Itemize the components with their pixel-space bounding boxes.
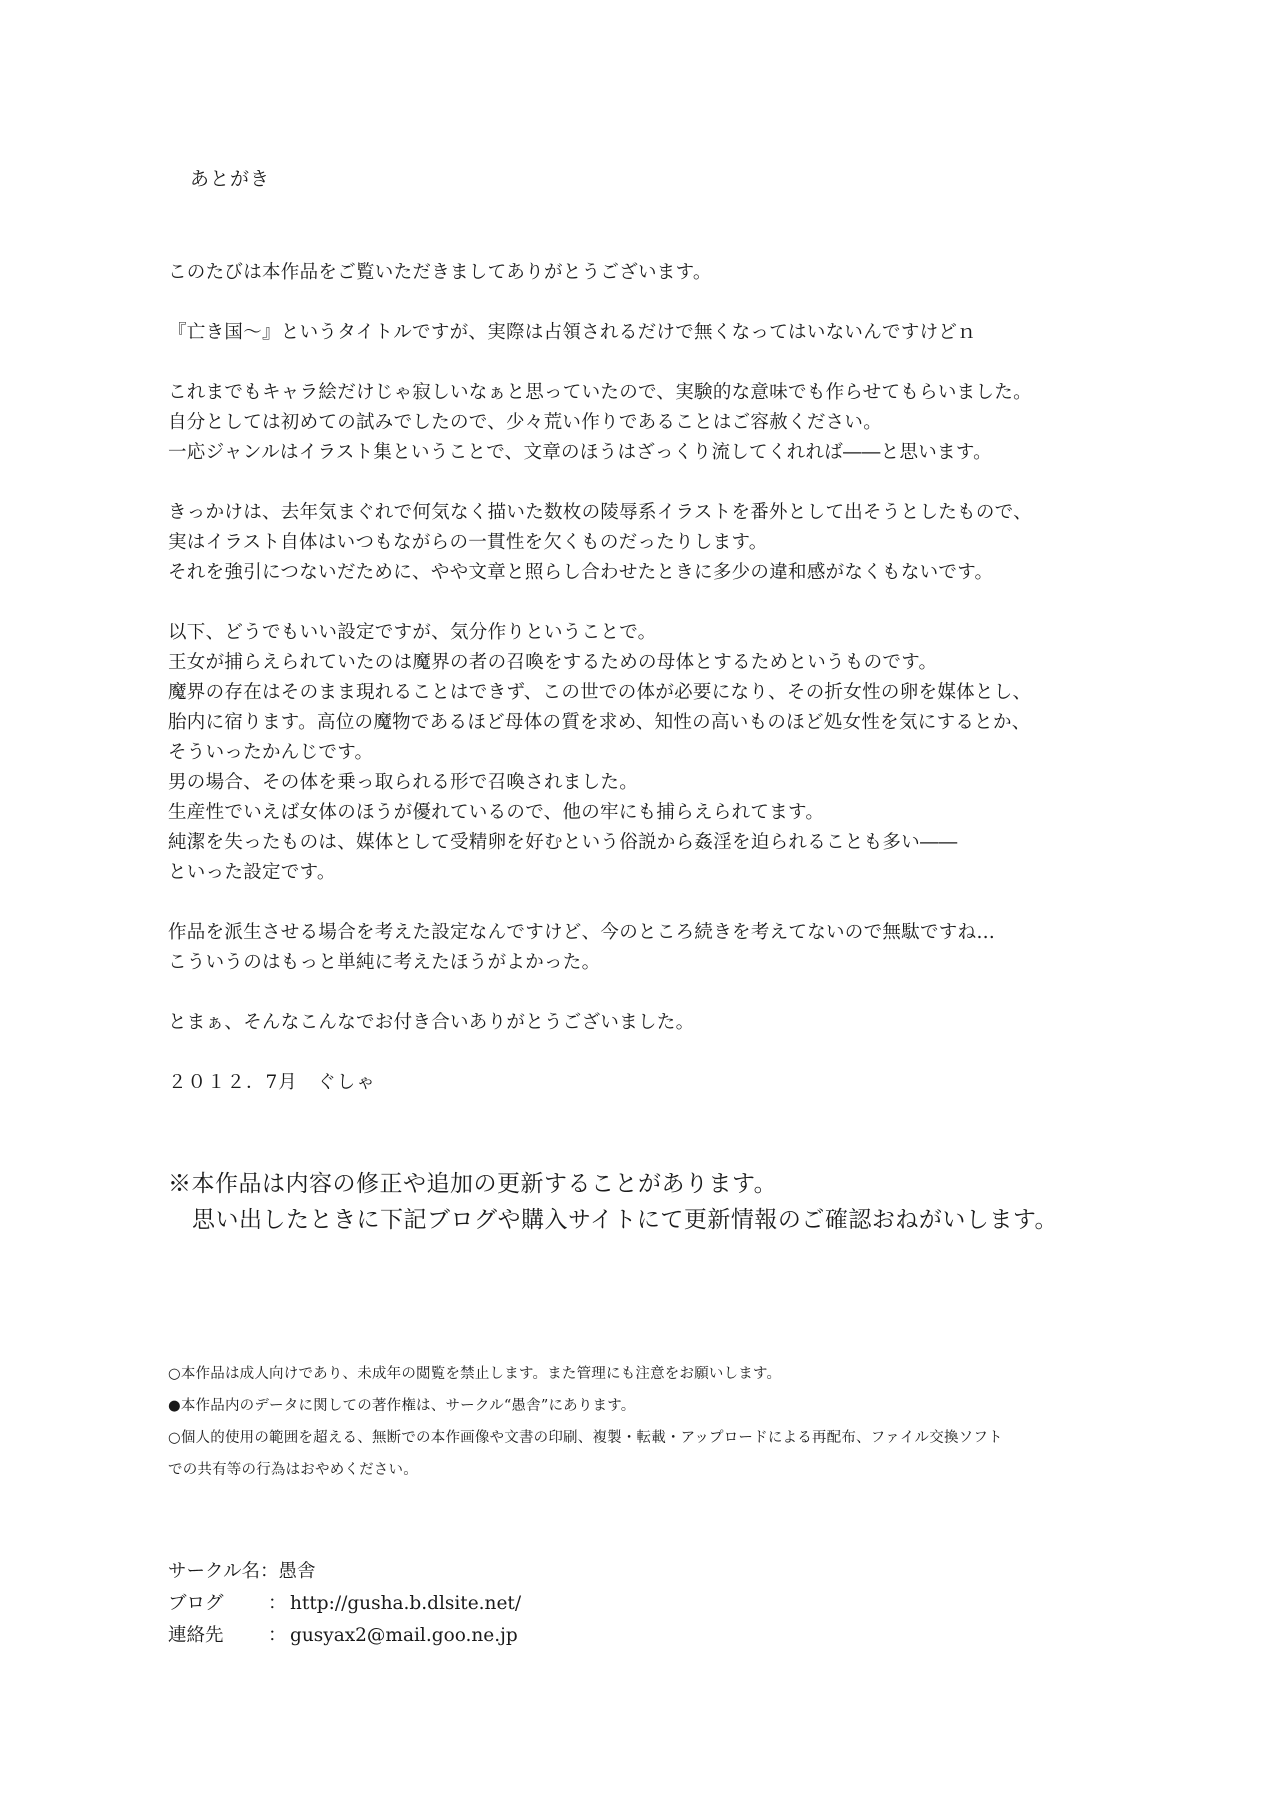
text-line: 胎内に宿ります。高位の魔物であるほど母体の質を求め、知性の高いものほど処女性を気にするとか、 [168,712,1031,733]
terms-line: での共有等の行為はおやめください。 [168,1462,418,1478]
paragraph-6 [168,918,1168,978]
text-line: こういうのはもっと単純に考えたほうがよかった。 [168,952,601,973]
blog-label: ブログ [168,1593,224,1614]
page-heading: あとがき [190,168,271,190]
text-line: 魔界の存在はそのまま現れることはできず、この世での体が必要になり、その折女性の卵を媒体とし、 [168,682,1032,703]
contact-label: 連絡先 [168,1625,224,1646]
text-line: 実はイラスト自体はいつもながらの一貫性を欠くものだったりします。 [168,532,768,553]
circle-name-row [168,1556,868,1588]
notice-line-2: 思い出したときに下記ブログや購入サイトにて更新情報のご確認おねがいします。 [192,1207,1059,1233]
terms-of-use [168,1358,1188,1486]
paragraph-5 [168,618,1168,888]
text-line: そういったかんじです。 [168,742,374,763]
signature-date-author: ２０１２．7月 ぐしゃ [168,1072,376,1093]
text-line: 生産性でいえば女体のほうが優れているので、他の牢にも捕らえられてます。 [168,802,825,823]
contact-separator: ： [268,1625,287,1646]
circle-name-label: サークル名： [168,1561,279,1582]
terms-line: ●本作品内のデータに関しての著作権は、サークル“愚舎”にあります。 [168,1398,636,1414]
blog-url-link[interactable]: http://gusha.b.dlsite.net/ [290,1593,522,1614]
text-line: 作品を派生させる場合を考えた設定なんですけど、今のところ続きを考えてないので無駄ですね… [168,922,996,943]
circle-info [168,1556,868,1652]
terms-line: ○本作品は成人向けであり、未成年の閲覧を禁止します。また管理にも注意をお願いします。 [168,1366,782,1382]
text-line: 『亡き国～』というタイトルですが、実際は占領されるだけで無くなってはいないんですけどｎ [168,322,977,343]
notice-line-1: ※本作品は内容の修正や追加の更新することがあります。 [168,1171,778,1197]
afterword-body [168,258,1168,1068]
text-line: これまでもキャラ絵だけじゃ寂しいなぁと思っていたので、実験的な意味でも作らせてもらいました。 [168,382,1032,403]
blog-separator: ： [268,1593,287,1614]
text-line: 男の場合、その体を乗っ取られる形で召喚されました。 [168,772,639,793]
text-line: 王女が捕らえられていたのは魔界の者の召喚をするための母体とするためというものです。 [168,652,938,673]
text-line: 一応ジャンルはイラスト集ということで、文章のほうはざっくり流してくれれば――と思います。 [168,442,992,463]
paragraph-7 [168,1008,1168,1038]
paragraph-3 [168,378,1168,468]
terms-line: ○個人的使用の範囲を超える、無断での本作画像や文書の印刷、複製・転載・アップロードによる再配布、ファイル交換ソフト [168,1430,1003,1446]
text-line: 純潔を失ったものは、媒体として受精卵を好むという俗説から姦淫を迫られることも多い―― [168,832,958,853]
blog-row [168,1588,868,1620]
update-notice [168,1166,1208,1238]
paragraph-2 [168,318,1168,348]
text-line: といった設定です。 [168,862,336,883]
contact-row [168,1620,868,1652]
text-line: 自分としては初めての試みでしたので、少々荒い作りであることはご容赦ください。 [168,412,883,433]
text-line: 以下、どうでもいい設定ですが、気分作りということで。 [168,622,657,643]
text-line: とまぁ、そんなこんなでお付き合いありがとうございました。 [168,1012,695,1033]
text-line: このたびは本作品をご覧いただきましてありがとうございます。 [168,262,712,283]
circle-name-value: 愚舎 [278,1561,316,1582]
paragraph-4 [168,498,1168,588]
text-line: それを強引につないだために、やや文章と照らし合わせたときに多少の違和感がなくもないです。 [168,562,994,583]
text-line: きっかけは、去年気まぐれで何気なく描いた数枚の陵辱系イラストを番外として出そうとしたもので、 [168,502,1032,523]
contact-email-link[interactable]: gusyax2@mail.goo.ne.jp [290,1625,518,1646]
paragraph-1 [168,258,1168,288]
